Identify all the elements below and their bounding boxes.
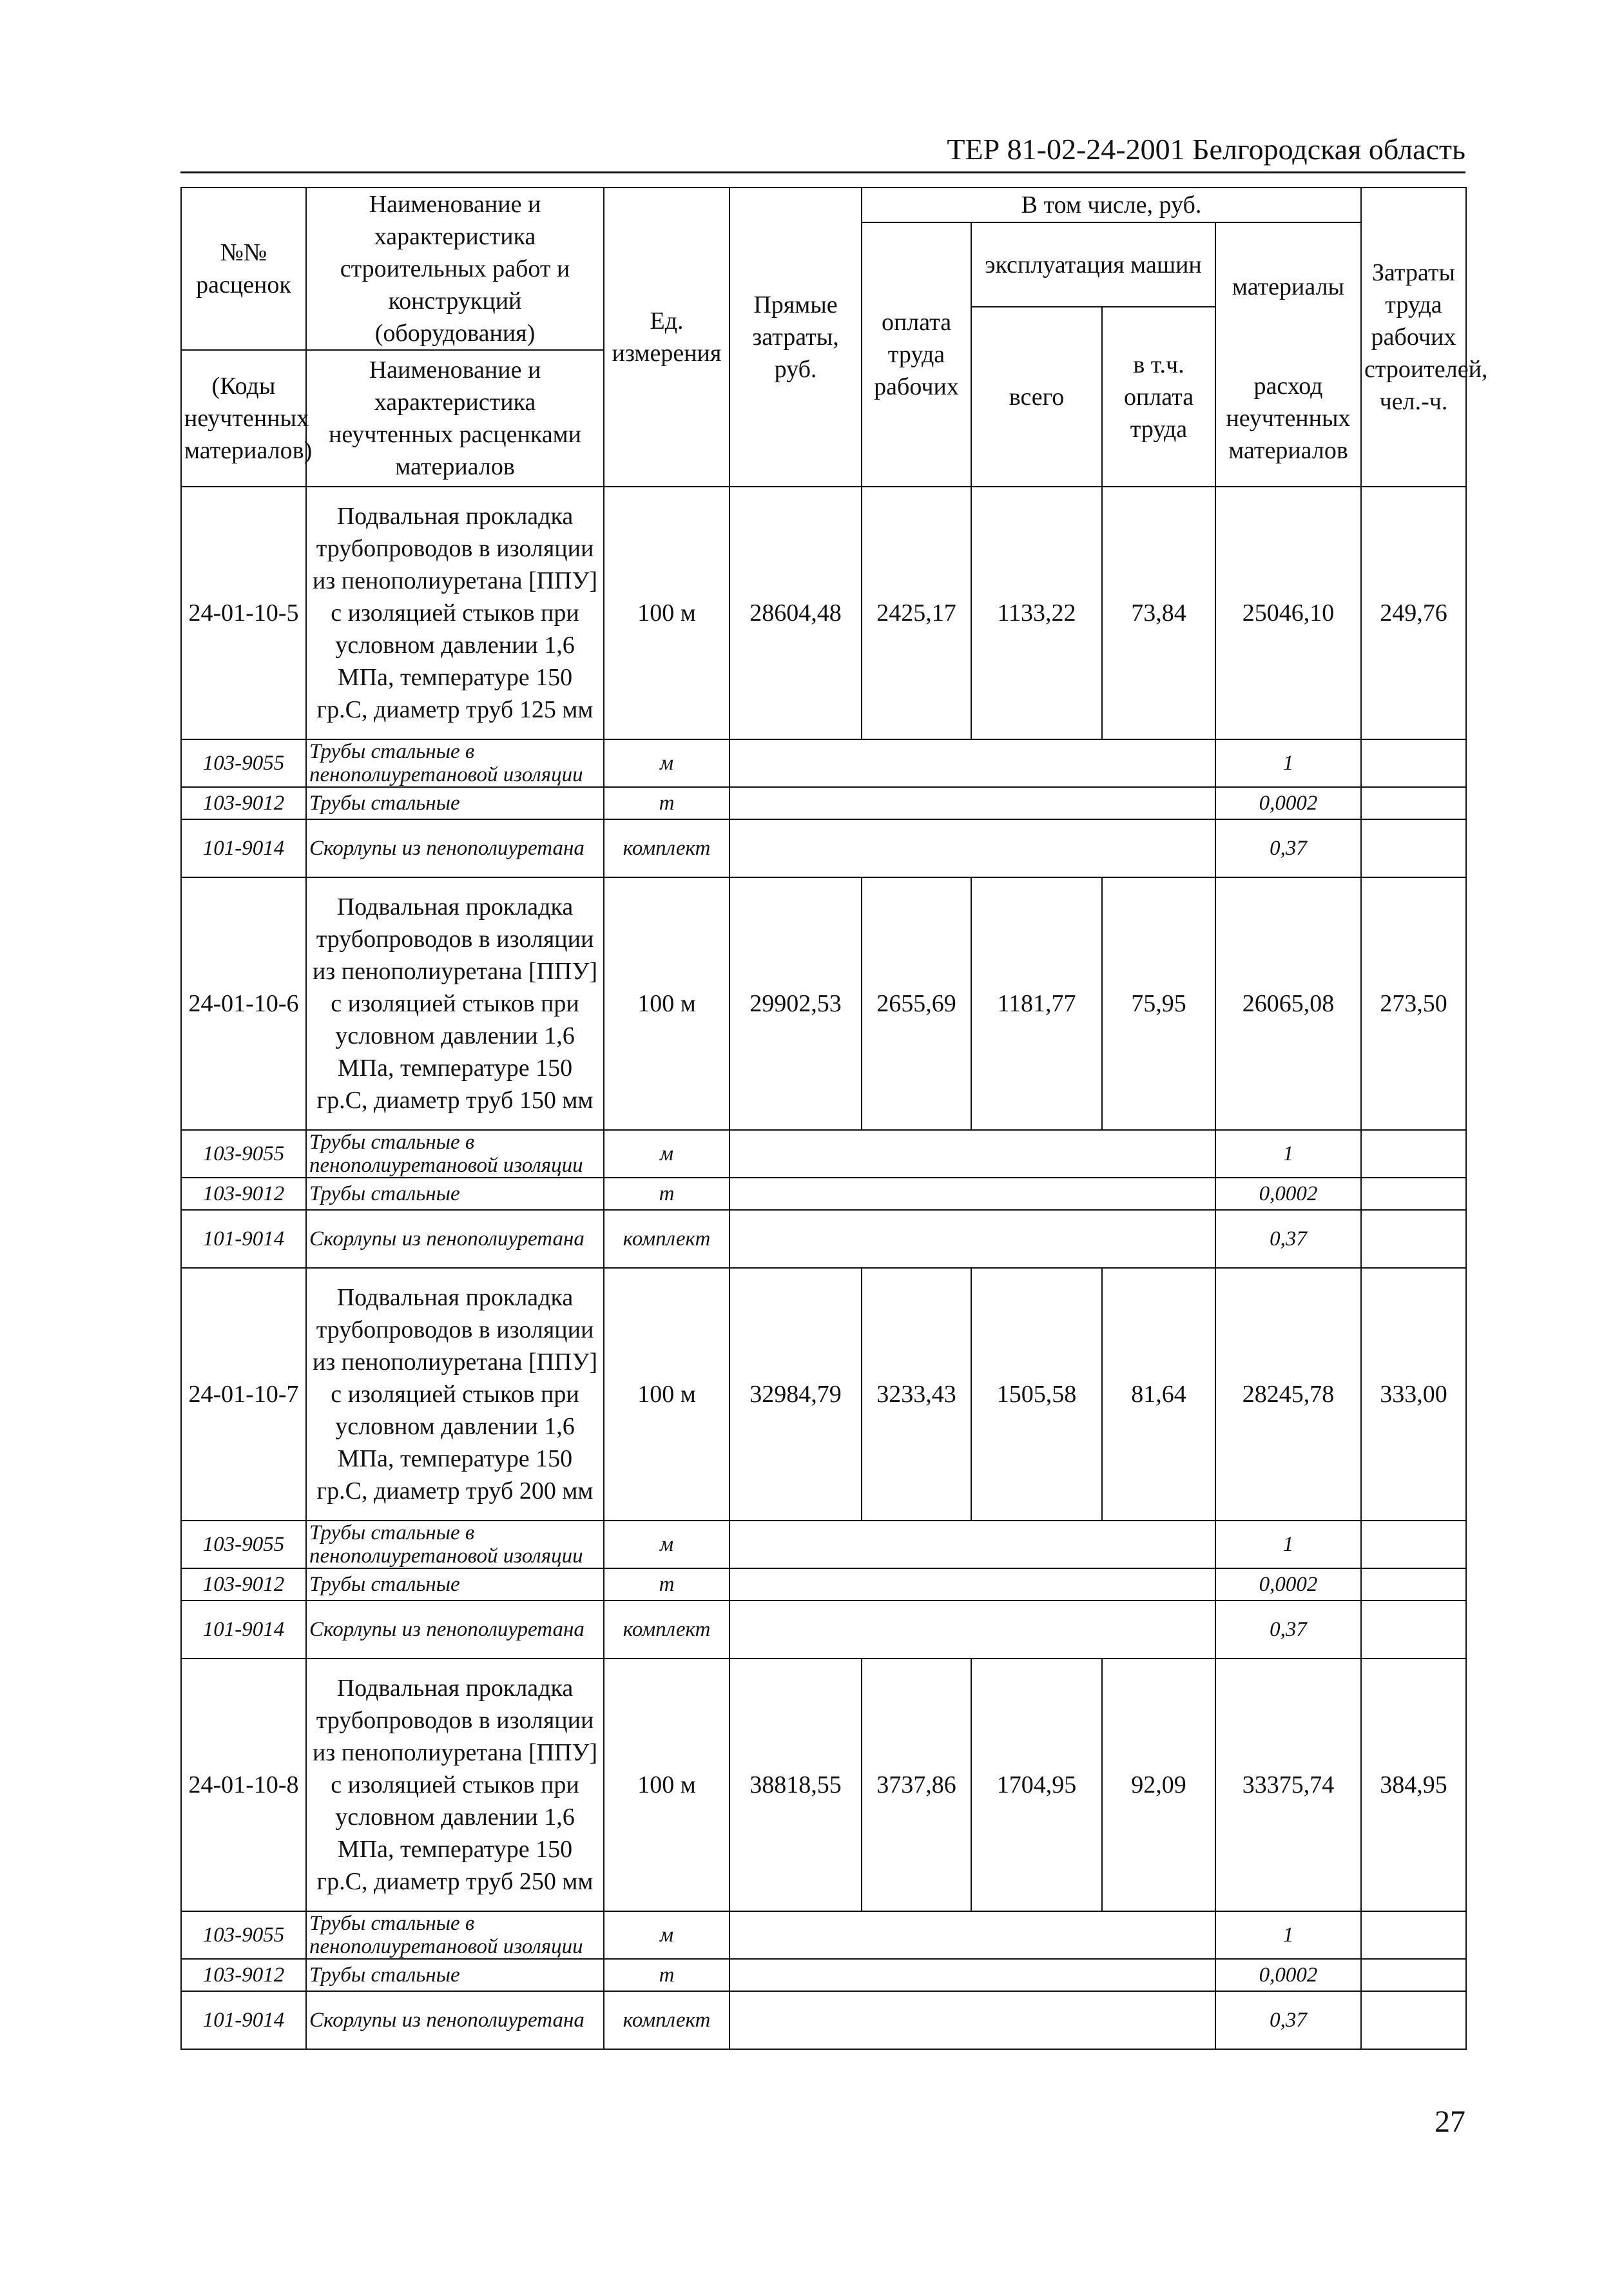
header-machines-total: всего (971, 307, 1102, 487)
rate-machines-wage: 81,64 (1102, 1268, 1215, 1521)
material-qty: 0,0002 (1215, 1568, 1361, 1601)
material-qty: 1 (1215, 739, 1361, 787)
material-empty-cell (730, 1911, 1215, 1959)
material-row (181, 1521, 1466, 1568)
rate-wage: 2425,17 (862, 487, 971, 739)
material-unit: м (604, 739, 730, 787)
rate-code: 24-01-10-8 (181, 1659, 306, 1911)
material-name: Трубы стальные в пенополиуретановой изоляции (306, 739, 604, 787)
material-unit: комплект (604, 1991, 730, 2049)
material-labor-empty (1361, 1991, 1466, 2049)
rate-direct-cost: 28604,48 (730, 487, 862, 739)
rate-machines-wage: 75,95 (1102, 877, 1215, 1130)
header-machines: эксплуатация машин (971, 222, 1215, 307)
material-empty-cell (730, 1991, 1215, 2049)
header-material-codes: (Коды неучтенных материалов) (181, 350, 306, 487)
rate-unit: 100 м (604, 877, 730, 1130)
material-empty-cell (730, 1601, 1215, 1659)
header-unit: Ед. измерения (604, 188, 730, 487)
material-name: Трубы стальные в пенополиуретановой изоляции (306, 1521, 604, 1568)
material-name: Скорлупы из пенополиуретана (306, 1210, 604, 1268)
rate-wage: 3737,86 (862, 1659, 971, 1911)
rate-materials: 25046,10 (1215, 487, 1361, 739)
material-qty: 1 (1215, 1521, 1361, 1568)
rates-table (180, 187, 1488, 2050)
material-row (181, 1911, 1466, 1959)
header-materials-consumption: расход неучтенных материалов (1215, 350, 1361, 487)
rate-materials: 33375,74 (1215, 1659, 1361, 1911)
material-code: 103-9055 (181, 1911, 306, 1959)
rate-wage: 3233,43 (862, 1268, 971, 1521)
material-name: Трубы стальные (306, 787, 604, 819)
material-unit: т (604, 1178, 730, 1210)
rate-name: Подвальная прокладка трубопроводов в изоляции из пенополиуретана [ППУ] с изоляцией стыков при условном давлении 1,6 МПа, температуре 150 гр.С, диаметр труб 200 мм (306, 1268, 604, 1521)
rate-row (181, 1659, 1466, 1911)
material-qty: 0,37 (1215, 1991, 1361, 2049)
material-code: 103-9055 (181, 1130, 306, 1178)
material-name: Скорлупы из пенополиуретана (306, 1991, 604, 2049)
material-labor-empty (1361, 1178, 1466, 1210)
page-number: 27 (1435, 2105, 1465, 2139)
header-labor: Затраты труда рабочих строителей, чел.-ч. (1361, 188, 1466, 487)
material-unit: комплект (604, 1601, 730, 1659)
rate-materials: 28245,78 (1215, 1268, 1361, 1521)
material-labor-empty (1361, 1521, 1466, 1568)
material-empty-cell (730, 1178, 1215, 1210)
material-name: Скорлупы из пенополиуретана (306, 1601, 604, 1659)
rate-name: Подвальная прокладка трубопроводов в изоляции из пенополиуретана [ППУ] с изоляцией стыков при условном давлении 1,6 МПа, температуре 150 гр.С, диаметр труб 150 мм (306, 877, 604, 1130)
header-rule (180, 171, 1465, 173)
material-row (181, 1991, 1466, 2049)
header-group: В том числе, руб. (862, 188, 1361, 222)
material-labor-empty (1361, 819, 1466, 877)
header-materials: материалы (1215, 222, 1361, 350)
header-direct: Прямые затраты, руб. (730, 188, 862, 487)
material-qty: 1 (1215, 1130, 1361, 1178)
rate-code: 24-01-10-7 (181, 1268, 306, 1521)
rate-row (181, 877, 1466, 1130)
material-row (181, 1568, 1466, 1601)
rate-labor: 333,00 (1361, 1268, 1466, 1521)
rate-labor: 384,95 (1361, 1659, 1466, 1911)
material-empty-cell (730, 787, 1215, 819)
material-empty-cell (730, 1210, 1215, 1268)
rate-name: Подвальная прокладка трубопроводов в изоляции из пенополиуретана [ППУ] с изоляцией стыков при условном давлении 1,6 МПа, температуре 150 гр.С, диаметр труб 250 мм (306, 1659, 604, 1911)
material-empty-cell (730, 1130, 1215, 1178)
rate-unit: 100 м (604, 487, 730, 739)
material-code: 103-9055 (181, 1521, 306, 1568)
material-labor-empty (1361, 1210, 1466, 1268)
material-row (181, 1130, 1466, 1178)
material-code: 101-9014 (181, 1601, 306, 1659)
material-labor-empty (1361, 1911, 1466, 1959)
material-unit: т (604, 1568, 730, 1601)
material-row (181, 1959, 1466, 1991)
material-code: 103-9055 (181, 739, 306, 787)
material-labor-empty (1361, 1568, 1466, 1601)
material-qty: 0,0002 (1215, 1178, 1361, 1210)
material-unit: м (604, 1911, 730, 1959)
material-empty-cell (730, 819, 1215, 877)
material-unit: м (604, 1521, 730, 1568)
material-labor-empty (1361, 739, 1466, 787)
material-qty: 0,0002 (1215, 787, 1361, 819)
rate-code: 24-01-10-5 (181, 487, 306, 739)
material-labor-empty (1361, 1601, 1466, 1659)
rate-code: 24-01-10-6 (181, 877, 306, 1130)
rate-wage: 2655,69 (862, 877, 971, 1130)
material-unit: м (604, 1130, 730, 1178)
header-material-names: Наименование и характеристика неучтенных расценками материалов (306, 350, 604, 487)
material-qty: 0,37 (1215, 1601, 1361, 1659)
document-header: ТЕР 81-02-24-2001 Белгородская область (947, 133, 1465, 166)
header-wage: оплата труда рабочих (862, 222, 971, 487)
rate-direct-cost: 29902,53 (730, 877, 862, 1130)
rate-unit: 100 м (604, 1659, 730, 1911)
rate-row (181, 487, 1466, 739)
rate-unit: 100 м (604, 1268, 730, 1521)
material-row (181, 819, 1466, 877)
material-empty-cell (730, 739, 1215, 787)
material-qty: 0,37 (1215, 819, 1361, 877)
material-code: 103-9012 (181, 1959, 306, 1991)
header-name: Наименование и характеристика строительных работ и конструкций (оборудования) (306, 188, 604, 350)
material-qty: 0,0002 (1215, 1959, 1361, 1991)
rate-direct-cost: 38818,55 (730, 1659, 862, 1911)
material-labor-empty (1361, 1959, 1466, 1991)
rate-row (181, 1268, 1466, 1521)
header-code: №№ расценок (181, 188, 306, 350)
material-empty-cell (730, 1521, 1215, 1568)
rate-machines-wage: 92,09 (1102, 1659, 1215, 1911)
material-code: 101-9014 (181, 819, 306, 877)
material-code: 103-9012 (181, 787, 306, 819)
material-code: 101-9014 (181, 1210, 306, 1268)
material-name: Трубы стальные в пенополиуретановой изоляции (306, 1911, 604, 1959)
material-name: Трубы стальные (306, 1568, 604, 1601)
rate-labor: 249,76 (1361, 487, 1466, 739)
material-labor-empty (1361, 1130, 1466, 1178)
header-machines-wage: в т.ч. оплата труда (1102, 307, 1215, 487)
material-name: Трубы стальные (306, 1959, 604, 1991)
material-row (181, 1210, 1466, 1268)
material-qty: 1 (1215, 1911, 1361, 1959)
rate-direct-cost: 32984,79 (730, 1268, 862, 1521)
material-unit: комплект (604, 1210, 730, 1268)
material-row (181, 1601, 1466, 1659)
material-empty-cell (730, 1959, 1215, 1991)
material-code: 101-9014 (181, 1991, 306, 2049)
rate-machines-total: 1704,95 (971, 1659, 1102, 1911)
rate-machines-wage: 73,84 (1102, 487, 1215, 739)
material-unit: т (604, 1959, 730, 1991)
material-name: Скорлупы из пенополиуретана (306, 819, 604, 877)
rate-labor: 273,50 (1361, 877, 1466, 1130)
rate-machines-total: 1133,22 (971, 487, 1102, 739)
material-unit: комплект (604, 819, 730, 877)
rate-name: Подвальная прокладка трубопроводов в изоляции из пенополиуретана [ППУ] с изоляцией стыков при условном давлении 1,6 МПа, температуре 150 гр.С, диаметр труб 125 мм (306, 487, 604, 739)
rate-machines-total: 1505,58 (971, 1268, 1102, 1521)
rate-materials: 26065,08 (1215, 877, 1361, 1130)
material-code: 103-9012 (181, 1178, 306, 1210)
material-code: 103-9012 (181, 1568, 306, 1601)
material-qty: 0,37 (1215, 1210, 1361, 1268)
material-labor-empty (1361, 787, 1466, 819)
material-unit: т (604, 787, 730, 819)
material-row (181, 739, 1466, 787)
rate-machines-total: 1181,77 (971, 877, 1102, 1130)
material-row (181, 787, 1466, 819)
material-empty-cell (730, 1568, 1215, 1601)
material-name: Трубы стальные в пенополиуретановой изоляции (306, 1130, 604, 1178)
material-name: Трубы стальные (306, 1178, 604, 1210)
material-row (181, 1178, 1466, 1210)
